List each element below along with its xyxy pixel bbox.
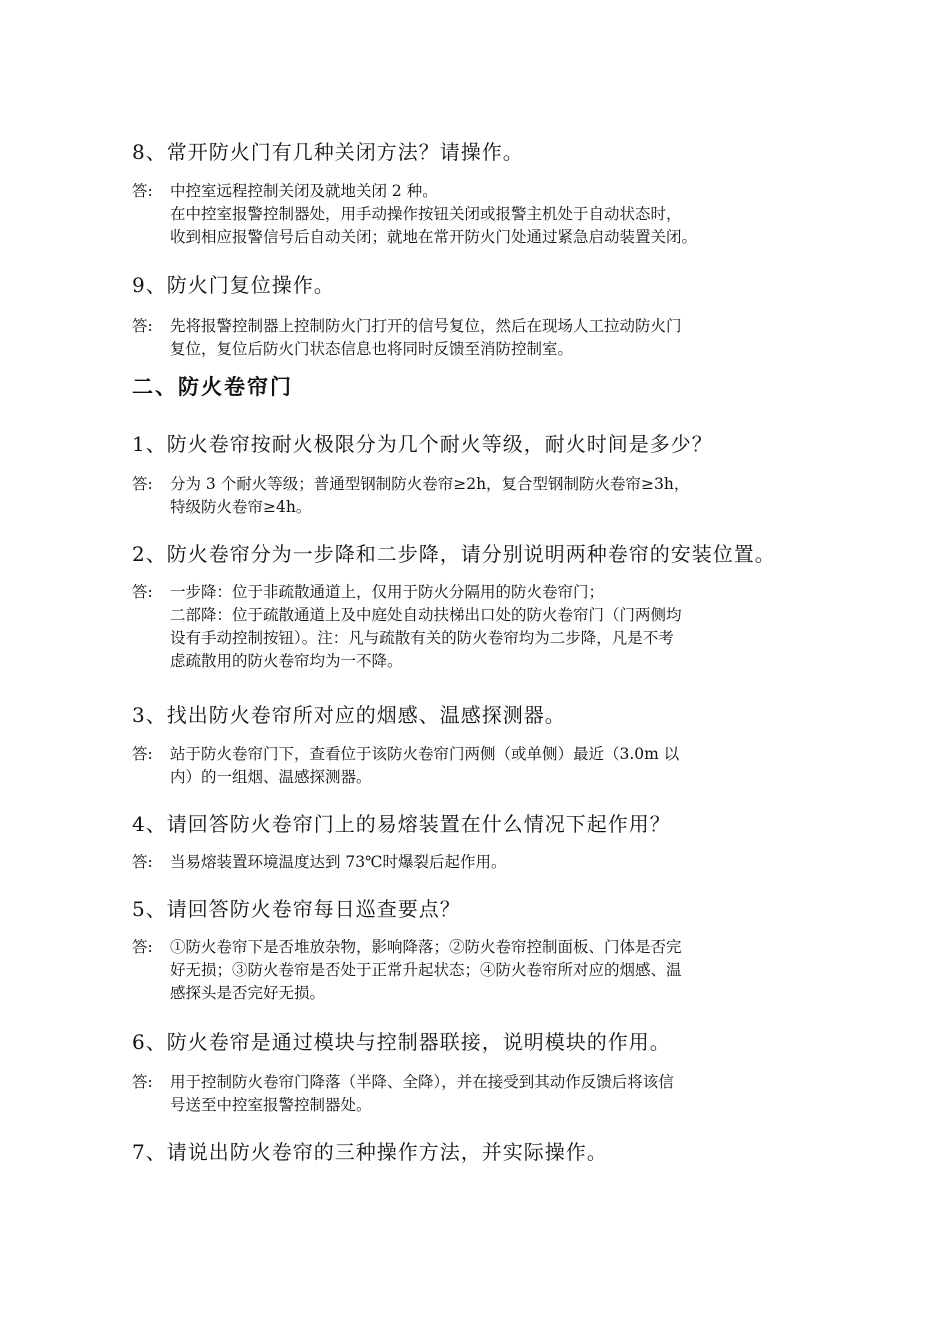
- answer-line: 站于防火卷帘门下，查看位于该防火卷帘门两侧（或单侧）最近（3.0m 以: [170, 745, 680, 763]
- answer-line: 当易熔装置环境温度达到 73℃时爆裂后起作用。: [170, 853, 507, 871]
- question-2: 2、防火卷帘分为一步降和二步降，请分别说明两种卷帘的安装位置。: [132, 542, 776, 566]
- answer-8: [132, 180, 822, 249]
- answer-line: 用于控制防火卷帘门降落（半降、全降），并在接受到其动作反馈后将该信: [170, 1073, 674, 1091]
- answer-3: [132, 743, 822, 789]
- answer-line: 先将报警控制器上控制防火门打开的信号复位，然后在现场人工拉动防火门: [170, 317, 682, 335]
- answer-line: 特级防火卷帘≥4h。: [170, 498, 312, 516]
- answer-4: [132, 851, 822, 874]
- answer-line: 号送至中控室报警控制器处。: [170, 1096, 372, 1114]
- answer-6: [132, 1071, 822, 1117]
- answer-line: 设有手动控制按钮）。注：凡与疏散有关的防火卷帘均为二步降，凡是不考: [170, 629, 674, 647]
- question-8: 8、常开防火门有几种关闭方法？请操作。: [132, 140, 524, 164]
- answer-2: [132, 581, 822, 673]
- answer-line: 内）的一组烟、温感探测器。: [170, 768, 372, 786]
- question-6: 6、防火卷帘是通过模块与控制器联接，说明模块的作用。: [132, 1030, 671, 1054]
- question-7: 7、请说出防火卷帘的三种操作方法，并实际操作。: [132, 1140, 608, 1164]
- answer-line: 二部降：位于疏散通道上及中庭处自动扶梯出口处的防火卷帘门（门两侧均: [170, 606, 682, 624]
- answer-line: 复位，复位后防火门状态信息也将同时反馈至消防控制室。: [170, 340, 574, 358]
- question-4: 4、请回答防火卷帘门上的易熔装置在什么情况下起作用？: [132, 812, 671, 836]
- question-3: 3、找出防火卷帘所对应的烟感、温感探测器。: [132, 703, 566, 727]
- answer-label: 答:: [132, 1073, 153, 1091]
- answer-line: ①防火卷帘下是否堆放杂物，影响降落；②防火卷帘控制面板、门体是否完: [170, 938, 682, 956]
- answer-label: 答:: [132, 853, 153, 871]
- answer-5: [132, 936, 822, 1005]
- answer-label: 答:: [132, 475, 153, 493]
- section-heading: 二、防火卷帘门: [132, 374, 293, 399]
- answer-line: 在中控室报警控制器处，用手动操作按钮关闭或报警主机处于自动状态时，: [170, 205, 682, 223]
- answer-label: 答:: [132, 583, 153, 601]
- answer-9: [132, 315, 822, 361]
- answer-line: 好无损；③防火卷帘是否处于正常升起状态；④防火卷帘所对应的烟感、温: [170, 961, 682, 979]
- answer-line: 中控室远程控制关闭及就地关闭 2 种。: [170, 182, 438, 200]
- answer-line: 收到相应报警信号后自动关闭；就地在常开防火门处通过紧急启动装置关闭。: [170, 228, 698, 246]
- answer-line: 虑疏散用的防火卷帘均为一不降。: [170, 652, 403, 670]
- answer-line: 一步降：位于非疏散通道上，仅用于防火分隔用的防火卷帘门；: [170, 583, 605, 601]
- answer-label: 答:: [132, 182, 153, 200]
- answer-label: 答:: [132, 745, 153, 763]
- question-9: 9、防火门复位操作。: [132, 273, 335, 297]
- answer-label: 答:: [132, 317, 153, 335]
- answer-line: 分为 3 个耐火等级；普通型钢制防火卷帘≥2h，复合型钢制防火卷帘≥3h，: [170, 475, 690, 493]
- question-5: 5、请回答防火卷帘每日巡查要点？: [132, 897, 461, 921]
- answer-line: 感探头是否完好无损。: [170, 984, 326, 1002]
- answer-1: [132, 473, 822, 519]
- answer-label: 答:: [132, 938, 153, 956]
- question-1: 1、防火卷帘按耐火极限分为几个耐火等级，耐火时间是多少？: [132, 432, 713, 456]
